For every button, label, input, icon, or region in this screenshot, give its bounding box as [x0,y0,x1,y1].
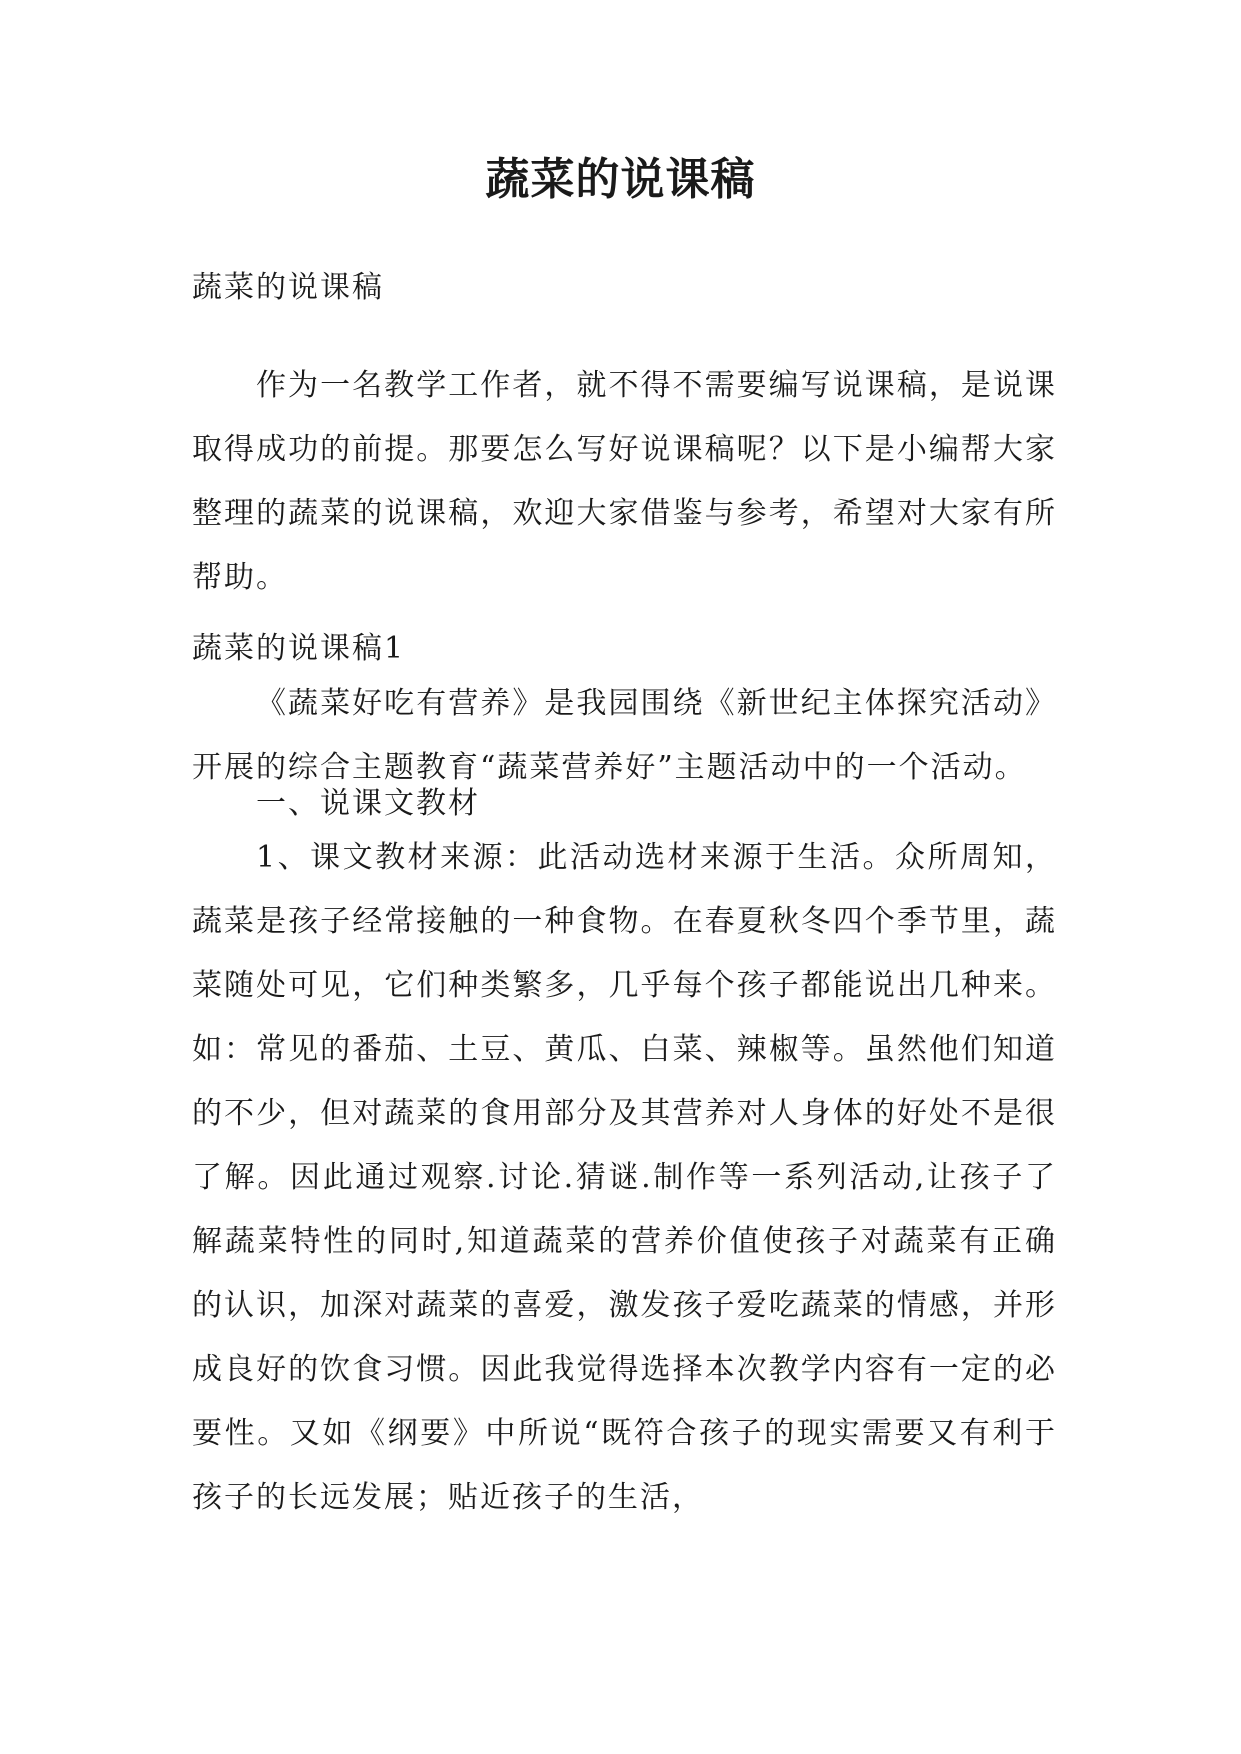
body-paragraph: 1、课文教材来源：此活动选材来源于生活。众所周知，蔬菜是孩子经常接触的一种食物。在春夏秋冬四个季节里，蔬菜随处可见，它们种类繁多，几乎每个孩子都能说出几种来。如：常见的番茄、土豆、黄瓜、白菜、辣椒等。虽然他们知道的不少，但对蔬菜的食用部分及其营养对人身体的好处不是很了解。因此通过观察.讨论.猜谜.制作等一系列活动,让孩子了解蔬菜特性的同时,知道蔬菜的营养价值使孩子对蔬菜有正确的认识，加深对蔬菜的喜爱，激发孩子爱吃蔬菜的情感，并形成良好的饮食习惯。因此我觉得选择本次教学内容有一定的必要性。又如《纲要》中所说“既符合孩子的现实需要又有利于孩子的长远发展；贴近孩子的生活， [192,840,1057,1515]
document-title: 蔬菜的说课稿 [485,154,756,205]
subtitle-line: 蔬菜的说课稿 [192,270,384,305]
subsection-heading: 一、说课文教材 [256,786,480,821]
section-paragraph: 《蔬菜好吃有营养》是我园围绕《新世纪主体探究活动》开展的综合主题教育“蔬菜营养好”主题活动中的一个活动。 [192,686,1057,785]
intro-paragraph: 作为一名教学工作者，就不得不需要编写说课稿，是说课取得成功的前提。那要怎么写好说课稿呢？以下是小编帮大家整理的蔬菜的说课稿，欢迎大家借鉴与参考，希望对大家有所帮助。 [192,368,1057,595]
section-heading: 蔬菜的说课稿1 [192,631,406,666]
